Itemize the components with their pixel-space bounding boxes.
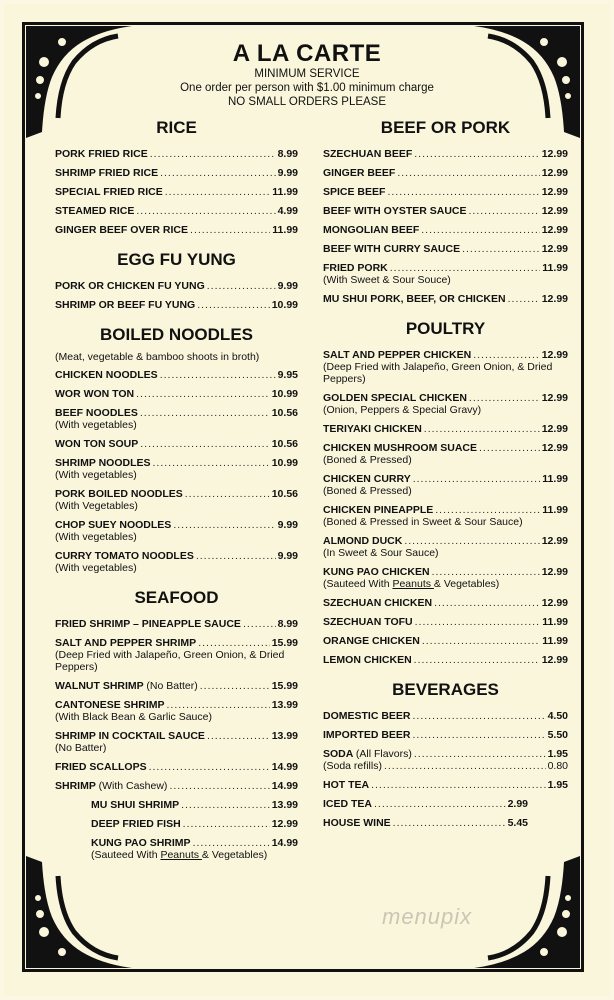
item-name: STEAMED RICE <box>55 205 135 217</box>
item-price: 14.99 <box>271 837 298 849</box>
item-name: FRIED SCALLOPS <box>55 761 147 773</box>
item-name: ORANGE CHICKEN <box>323 635 420 647</box>
item-name: HOUSE WINE <box>323 817 391 829</box>
item-name: SALT AND PEPPER SHRIMP <box>55 637 197 649</box>
item-name: PORK FRIED RICE <box>55 148 148 160</box>
item-price: 12.99 <box>541 566 568 578</box>
minimum-charge-text: One order per person with $1.00 minimum charge <box>180 82 434 94</box>
item-extra: (No Batter) <box>146 680 198 692</box>
item-name: CHICKEN PINEAPPLE <box>323 504 434 516</box>
item-detail: (Boned & Pressed in Sweet & Sour Sauce) <box>323 516 523 528</box>
menu-item <box>323 392 568 416</box>
item-price: 5.45 <box>507 817 528 829</box>
item-price: 12.99 <box>541 293 568 305</box>
item-price: 13.99 <box>271 799 298 811</box>
item-detail: (With vegetables) <box>55 531 137 543</box>
item-detail: (With Black Bean & Garlic Sauce) <box>55 711 212 723</box>
item-price: 12.99 <box>541 243 568 255</box>
item-name: BEEF NOODLES <box>55 407 138 419</box>
item-name: BEEF WITH OYSTER SAUCE <box>323 205 467 217</box>
item-detail: (With vegetables) <box>55 469 137 481</box>
item-name: SODA (All Flavors) <box>323 748 412 760</box>
item-detail: (With vegetables) <box>55 419 137 431</box>
item-name: FRIED PORK <box>323 262 388 274</box>
menu-item <box>323 224 568 236</box>
corner-ornament-bottom-right <box>464 852 584 972</box>
item-price: 12.99 <box>271 818 298 830</box>
watermark: menupix <box>382 904 473 929</box>
menu-item <box>323 473 568 497</box>
item-price: 10.56 <box>271 438 298 450</box>
menu-item <box>55 299 298 311</box>
item-price: 10.99 <box>271 388 298 400</box>
menu-item <box>55 818 298 830</box>
item-price: 15.99 <box>271 680 298 692</box>
item-name: LEMON CHICKEN <box>323 654 412 666</box>
item-name: CHICKEN NOODLES <box>55 369 158 381</box>
item-price: 14.99 <box>271 761 298 773</box>
menu-item <box>55 438 298 450</box>
menu-item <box>55 761 298 773</box>
item-price: 8.99 <box>277 618 298 630</box>
item-price: 11.99 <box>542 616 568 628</box>
section-title-beverages: BEVERAGES <box>392 680 499 699</box>
menu-item <box>323 243 568 255</box>
menu-item <box>55 407 298 431</box>
item-name: CURRY TOMATO NOODLES <box>55 550 194 562</box>
item-name: HOT TEA <box>323 779 370 791</box>
menu-item <box>323 729 568 741</box>
item-price: 15.99 <box>271 637 298 649</box>
item-name: WON TON SOUP <box>55 438 139 450</box>
item-price: 12.99 <box>541 205 568 217</box>
rice-list <box>55 148 298 236</box>
item-name: BEEF WITH CURRY SAUCE <box>323 243 461 255</box>
section-title-seafood: SEAFOOD <box>134 588 219 607</box>
item-price: 10.99 <box>271 457 298 469</box>
item-name: ICED TEA <box>323 798 373 810</box>
item-detail: (With Sweet & Sour Souce) <box>323 274 451 286</box>
item-price: 12.99 <box>541 186 568 198</box>
no-small-orders-text: NO SMALL ORDERS PLEASE <box>227 96 387 108</box>
item-name: CANTONESE SHRIMP <box>55 699 165 711</box>
menu-item <box>55 699 298 723</box>
menu-item <box>55 457 298 481</box>
item-name: SHRIMP (With Cashew) <box>55 780 168 792</box>
item-detail: (With Vegetables) <box>55 500 138 512</box>
menu-item <box>323 710 568 722</box>
item-price: 12.99 <box>541 654 568 666</box>
item-detail: (Deep Fried with Jalapeño, Green Onion, & Dried Peppers) <box>323 361 553 385</box>
section-title-poultry: POULTRY <box>405 319 486 338</box>
item-name: ALMOND DUCK <box>323 535 403 547</box>
item-price: 12.99 <box>541 224 568 236</box>
section-title-beef-pork: BEEF OR PORK <box>380 118 511 137</box>
left-column <box>55 118 298 868</box>
item-price: 12.99 <box>541 442 568 454</box>
item-name: GOLDEN SPECIAL CHICKEN <box>323 392 467 404</box>
item-price: 12.99 <box>541 423 568 435</box>
section-title-egg-fu-yung: EGG FU YUNG <box>117 250 236 269</box>
item-name: SHRIMP OR BEEF FU YUNG <box>55 299 196 311</box>
item-price: 5.50 <box>547 729 568 741</box>
item-detail: (In Sweet & Sour Sauce) <box>323 547 439 559</box>
item-price: 12.99 <box>541 167 568 179</box>
menu-item <box>323 798 528 810</box>
menu-item <box>323 616 568 628</box>
item-name: SHRIMP FRIED RICE <box>55 167 159 179</box>
menu-item <box>55 550 298 574</box>
menu-title: A LA CARTE <box>232 40 382 67</box>
item-price: 11.99 <box>542 504 568 516</box>
item-price: 14.99 <box>271 780 298 792</box>
item-price: 12.99 <box>541 349 568 361</box>
menu-item <box>323 262 568 286</box>
item-detail: (Onion, Peppers & Special Gravy) <box>323 404 482 416</box>
menu-item <box>55 799 298 811</box>
item-name: IMPORTED BEER <box>323 729 411 741</box>
menu-item <box>323 779 568 791</box>
item-name: DOMESTIC BEER <box>323 710 411 722</box>
item-detail: (Boned & Pressed) <box>323 454 412 466</box>
menu-item <box>55 148 298 160</box>
menu-item <box>323 349 568 385</box>
item-price: 9.99 <box>277 280 298 292</box>
item-price: 1.95 <box>547 748 568 760</box>
menu-item <box>55 167 298 179</box>
item-name: CHICKEN CURRY <box>323 473 411 485</box>
menu-item <box>323 535 568 559</box>
item-price: 11.99 <box>542 473 568 485</box>
item-name: GINGER BEEF OVER RICE <box>55 224 189 236</box>
item-name: SHRIMP NOODLES <box>55 457 151 469</box>
item-price: 11.99 <box>272 224 298 236</box>
menu-item <box>323 817 528 829</box>
item-detail: (No Batter) <box>55 742 107 754</box>
menu-item <box>55 680 298 692</box>
menu-item <box>55 780 298 792</box>
item-price: 12.99 <box>541 392 568 404</box>
item-price: 10.56 <box>271 488 298 500</box>
item-price: 13.99 <box>271 699 298 711</box>
item-name: WOR WON TON <box>55 388 135 400</box>
item-price: 2.99 <box>507 798 528 810</box>
item-name: PORK BOILED NOODLES <box>55 488 183 500</box>
minimum-service-text: MINIMUM SERVICE <box>254 68 360 80</box>
item-name: SHRIMP IN COCKTAIL SAUCE <box>55 730 205 742</box>
menu-item <box>55 618 298 630</box>
item-price: 12.99 <box>541 148 568 160</box>
item-price: 9.95 <box>277 369 298 381</box>
menu-item <box>323 167 568 179</box>
menu-item <box>323 566 568 590</box>
item-name: TERIYAKI CHICKEN <box>323 423 422 435</box>
item-name: PORK OR CHICKEN FU YUNG <box>55 280 205 292</box>
item-name: SZECHUAN TOFU <box>323 616 413 628</box>
menu-item <box>55 730 298 754</box>
item-price: 9.99 <box>277 167 298 179</box>
item-price: 11.99 <box>272 186 298 198</box>
section-note: (Meat, vegetable & bamboo shoots in broth) <box>55 351 260 363</box>
menu-item <box>323 205 568 217</box>
item-name: MU SHUI SHRIMP <box>91 799 180 811</box>
item-detail: (Deep Fried with Jalapeño, Green Onion, & Dried Peppers) <box>55 649 285 673</box>
item-name: CHICKEN MUSHROOM SUACE <box>323 442 478 454</box>
item-detail: (Boned & Pressed) <box>323 485 412 497</box>
item-price: 8.99 <box>277 148 298 160</box>
menu-item <box>323 654 568 666</box>
item-price: 13.99 <box>271 730 298 742</box>
item-name: SPECIAL FRIED RICE <box>55 186 163 198</box>
menu-item <box>55 388 298 400</box>
item-name: SZECHUAN CHICKEN <box>323 597 433 609</box>
menu-item <box>323 504 568 528</box>
menu-item <box>323 148 568 160</box>
section-title-rice: RICE <box>156 118 197 137</box>
menu-item <box>55 369 298 381</box>
corner-ornament-bottom-left <box>22 852 142 972</box>
menu-item <box>55 488 298 512</box>
item-price: 12.99 <box>541 597 568 609</box>
section-title-boiled-noodles: BOILED NOODLES <box>99 325 253 344</box>
item-price: 1.95 <box>547 779 568 791</box>
right-column <box>323 118 568 836</box>
menu-item <box>323 186 568 198</box>
item-extra: (All Flavors) <box>355 748 412 760</box>
item-name: MU SHUI PORK, BEEF, OR CHICKEN <box>323 293 506 305</box>
menu-item <box>323 293 568 305</box>
item-name: SPICE BEEF <box>323 186 386 198</box>
menu-item <box>55 224 298 236</box>
item-price: 9.99 <box>277 550 298 562</box>
item-name: MONGOLIAN BEEF <box>323 224 420 236</box>
item-price: 11.99 <box>542 635 568 647</box>
menu-item <box>323 635 568 647</box>
item-name: KUNG PAO CHICKEN <box>323 566 430 578</box>
item-detail: (Sauteed With Peanuts & Vegetables) <box>323 578 500 590</box>
item-price: 4.50 <box>547 710 568 722</box>
item-name: WALNUT SHRIMP (No Batter) <box>55 680 198 692</box>
menu-item <box>323 748 568 772</box>
item-price: 12.99 <box>541 535 568 547</box>
item-name: KUNG PAO SHRIMP <box>91 837 191 849</box>
item-detail: (Sauteed With Peanuts & Vegetables) <box>91 849 268 861</box>
menu-item <box>323 597 568 609</box>
item-sub-price: 0.80 <box>547 760 568 772</box>
menu-item <box>323 442 568 466</box>
menu-item <box>55 637 298 673</box>
item-name: DEEP FRIED FISH <box>91 818 181 830</box>
item-detail: (With vegetables) <box>55 562 137 574</box>
menu-item <box>55 186 298 198</box>
menu-item <box>55 205 298 217</box>
item-price: 4.99 <box>277 205 298 217</box>
item-price: 11.99 <box>542 262 568 274</box>
item-extra: (With Cashew) <box>98 780 168 792</box>
item-name: CHOP SUEY NOODLES <box>55 519 172 531</box>
menu-item <box>55 280 298 292</box>
item-price: 10.99 <box>271 299 298 311</box>
item-price: 9.99 <box>277 519 298 531</box>
item-sub-name: (Soda refills) <box>323 760 382 772</box>
item-name: SZECHUAN BEEF <box>323 148 413 160</box>
item-name: GINGER BEEF <box>323 167 396 179</box>
menu-item <box>55 837 298 861</box>
item-price: 10.56 <box>271 407 298 419</box>
menu-item <box>323 423 568 435</box>
item-name: FRIED SHRIMP – PINEAPPLE SAUCE <box>55 618 241 630</box>
item-name: SALT AND PEPPER CHICKEN <box>323 349 472 361</box>
menu-item <box>55 519 298 543</box>
